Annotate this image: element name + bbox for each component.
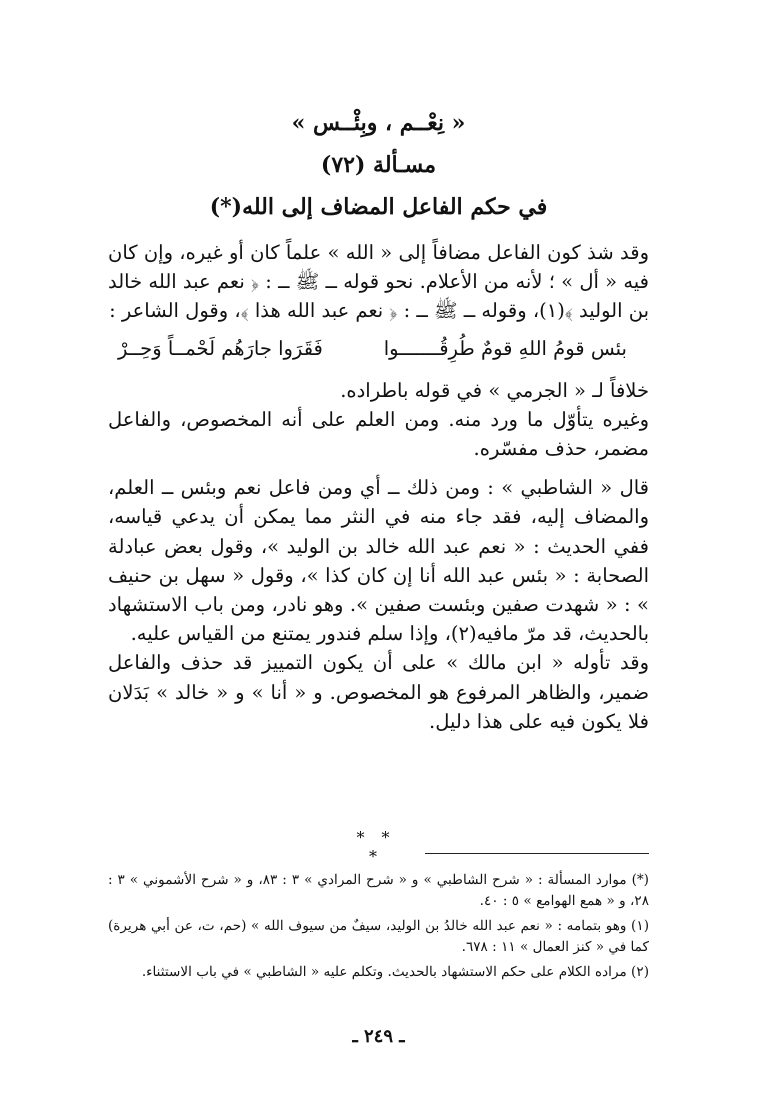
footnote-1: (١) وهو بتمامه : « نعم عبد الله خالدُ بن الوليد، سيفٌ من سيوف الله » (حم، ت، عن أبي هريرة) كما في « كنز العمال » ١١ : ٦٧٨. <box>108 918 649 955</box>
paragraph-5: وقد تأوله « ابن مالك » على أن يكون التمييز قد حذف والفاعل ضمير، والظاهر المرفوع هو المخصوص. و « أنا » و « خالد » بَدَلان فلا يكون فيه على هذا دليل. <box>108 651 649 733</box>
paragraph-3: وغيره يتأوّل ما ورد منه. ومن العلم على أنه المخصوص، والفاعل مضمر، حذف مفسّره. <box>108 407 649 461</box>
verse-second-hemistich: فَقَرَوا جارَهُم لَحْمــاً وَحِــرْ <box>118 336 323 360</box>
chapter-title: « نِعْــم ، وبِئْــس » <box>291 110 466 136</box>
topic-heading: في حكم الفاعل المضاف إلى الله(*) <box>209 194 548 220</box>
poetry-verse <box>108 332 649 366</box>
paragraph-4: قال « الشاطبي » : ومن ذلك ــ أي ومن فاعل نعم وبئس ــ العلم، والمضاف إليه، فقد جاء منه في النثر مما يمكن أن يدعي قياسه، ففي الحديث : « نعم عبد الله خالد بن الوليد »، وقول بعض عبادلة الصحابة : « بئس عبد الله أنا إن كان كذا »، وقول « سهل بن حنيف » : « شهدت صفين وبئست صفين ». وهو نادر، ومن باب الاستشهاد بالحديث، قد مرّ مافيه(٢)، وإذا سلم فندور يمتنع من القياس عليه. <box>108 476 649 646</box>
verse-first-hemistich: بئس قومُ اللهِ قومٌ طُرِقُـــــــوا <box>383 336 627 360</box>
footnotes <box>108 870 649 987</box>
main-text <box>108 238 649 736</box>
issue-heading: مسـألة (٧٢) <box>320 152 437 178</box>
page-number: ـ ٢٤٩ ـ <box>352 1026 405 1047</box>
footnote-star: (*) موارد المسألة : « شرح الشاطبي » و « شرح المرادي » ٣ : ٨٣، و « شرح الأشموني » ٣ : ٢٨، و « همع الهوامع » ٥ : ٤٠. <box>108 872 649 909</box>
section-separator: * * * <box>356 828 396 866</box>
footnote-2: (٢) مراده الكلام على حكم الاستشهاد بالحديث. وتكلم عليه « الشاطبي » في باب الاستثناء. <box>141 964 649 980</box>
footnote-divider <box>425 853 649 854</box>
paragraph-2: خلافاً لـ « الجرمي » في قوله باطراده. <box>340 378 649 402</box>
paragraph-1: وقد شذ كون الفاعل مضافاً إلى « الله » علماً كان أو غيره، وإن كان فيه « أل » ؛ لأنه من الأعلام. نحو قوله ــ ﷺ ــ : ﴿ نعم عبد الله خالد بن الوليد ﴾(١)، وقوله ــ ﷺ ــ : ﴿ نعم عبد الله هذا ﴾، وقول الشاعر : <box>108 241 649 323</box>
